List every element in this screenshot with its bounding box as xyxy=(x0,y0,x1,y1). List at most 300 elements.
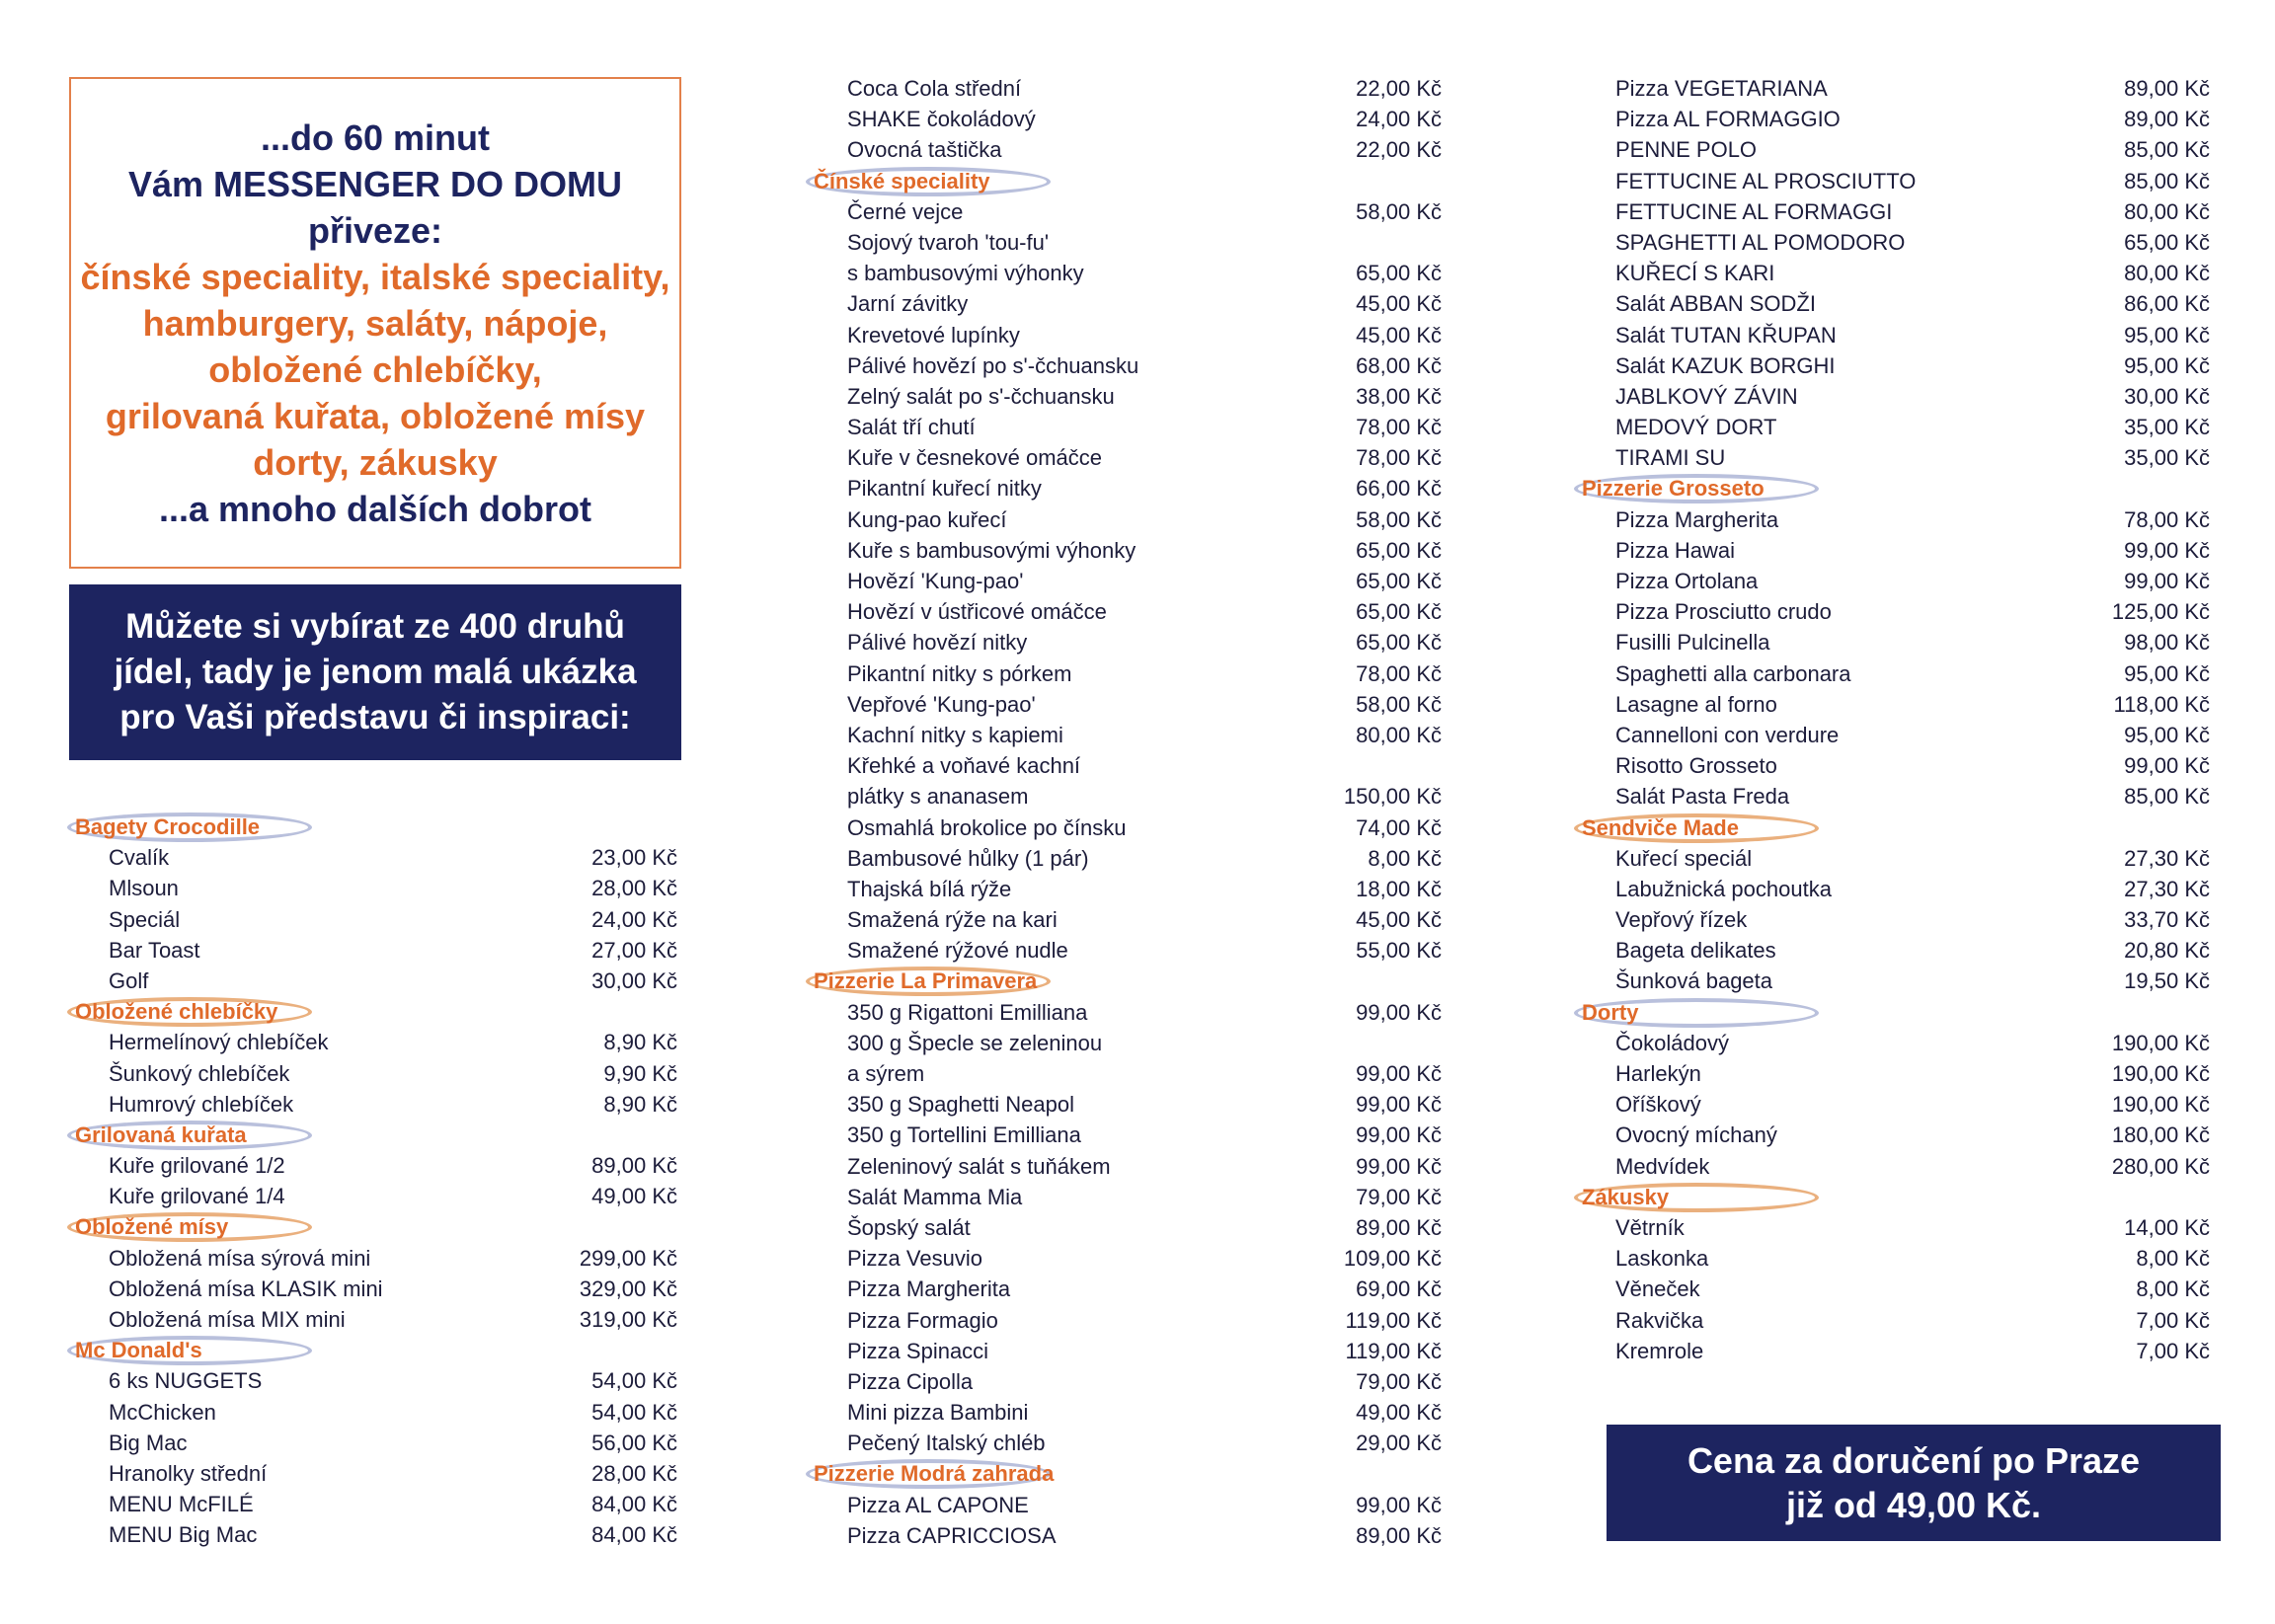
menu-item xyxy=(1578,134,2210,165)
delivery-line-2: již od 49,00 Kč. xyxy=(1785,1485,2042,1525)
menu-item-name: Sojový tvaroh 'tou-fu' xyxy=(847,229,1050,255)
menu-item-price: 35,00 Kč xyxy=(2124,415,2210,440)
menu-item-name: Smažené rýžové nudle xyxy=(847,938,1068,964)
menu-item-price: 95,00 Kč xyxy=(2124,722,2210,747)
menu-item-price: 99,00 Kč xyxy=(2124,569,2210,593)
menu-item-name: Čokoládový xyxy=(1615,1030,1729,1055)
menu-item-name: Obložená mísa MIX mini xyxy=(109,1307,346,1332)
menu-item-name: 6 ks NUGGETS xyxy=(109,1368,263,1394)
menu-item xyxy=(810,935,1442,966)
menu-item-price: 65,00 Kč xyxy=(1356,569,1442,593)
menu-item-price: 84,00 Kč xyxy=(591,1492,677,1517)
menu-item-name: Větrník xyxy=(1615,1214,1685,1240)
menu-item-price: 7,00 Kč xyxy=(2136,1338,2210,1363)
menu-item-price: 8,00 Kč xyxy=(1368,845,1442,871)
menu-item xyxy=(1578,442,2210,473)
menu-item-price: 45,00 Kč xyxy=(1356,322,1442,348)
menu-item xyxy=(810,1274,1442,1304)
menu-item-name: Risotto Grosseto xyxy=(1615,753,1777,779)
menu-item xyxy=(810,843,1442,874)
menu-item-name: FETTUCINE AL PROSCIUTTO xyxy=(1615,168,1917,193)
menu-item-name: 350 g Rigattoni Emilliana xyxy=(847,999,1088,1025)
menu-item xyxy=(1578,627,2210,657)
menu-item-name: Pizza Vesuvio xyxy=(847,1246,982,1272)
menu-item xyxy=(810,412,1442,442)
menu-item-price: 24,00 Kč xyxy=(1356,107,1442,132)
menu-item-price: 58,00 Kč xyxy=(1356,691,1442,717)
menu-item-price: 74,00 Kč xyxy=(1356,814,1442,840)
menu-item-price: 24,00 Kč xyxy=(591,906,677,932)
menu-item-name: MENU Big Mac xyxy=(109,1522,258,1548)
menu-item-price: 18,00 Kč xyxy=(1356,876,1442,901)
menu-item-price: 35,00 Kč xyxy=(2124,445,2210,471)
menu-item-price: 89,00 Kč xyxy=(1356,1522,1442,1548)
menu-item-price: 85,00 Kč xyxy=(2124,784,2210,810)
menu-item xyxy=(71,1058,677,1089)
menu-item-name: Kremrole xyxy=(1615,1338,1704,1363)
menu-item-price: 99,00 Kč xyxy=(1356,1092,1442,1118)
menu-item xyxy=(1578,258,2210,288)
menu-item xyxy=(1578,535,2210,566)
menu-item xyxy=(1578,1028,2210,1058)
menu-item-name: Salát Pasta Freda xyxy=(1615,784,1790,810)
menu-item-name: Vepřové 'Kung-pao' xyxy=(847,691,1036,717)
menu-item-price: 99,00 Kč xyxy=(1356,1153,1442,1179)
menu-item-price: 99,00 Kč xyxy=(2124,753,2210,779)
menu-item xyxy=(810,1366,1442,1397)
menu-item-name: Coca Cola střední xyxy=(847,76,1022,101)
menu-item xyxy=(71,873,677,903)
menu-item xyxy=(1578,350,2210,381)
menu-item xyxy=(1578,1336,2210,1366)
menu-item-name: Cannelloni con verdure xyxy=(1615,722,1840,747)
promo-line-6: obložené chlebíčky, xyxy=(208,349,542,390)
menu-item xyxy=(810,1028,1442,1058)
delivery-price-box xyxy=(1607,1425,2221,1541)
menu-item-price: 56,00 Kč xyxy=(591,1430,677,1455)
menu-item xyxy=(810,689,1442,720)
menu-item xyxy=(1578,166,2210,196)
menu-item-name: Pizza Spinacci xyxy=(847,1338,989,1363)
menu-item-name: Bageta delikates xyxy=(1615,938,1776,964)
menu-item-name: Zelný salát po s'-čchuansku xyxy=(847,383,1115,409)
menu-item-price: 27,00 Kč xyxy=(591,937,677,963)
menu-item xyxy=(810,566,1442,596)
menu-item-price: 180,00 Kč xyxy=(2111,1122,2210,1148)
menu-item xyxy=(1578,288,2210,319)
menu-item-name: Pálivé hovězí po s'-čchuansku xyxy=(847,352,1139,378)
section-heading-text: Obložené chlebíčky xyxy=(75,999,278,1025)
menu-item xyxy=(810,134,1442,165)
menu-item-name: 350 g Spaghetti Neapol xyxy=(847,1092,1074,1118)
menu-item-name: Rakvička xyxy=(1615,1307,1704,1333)
section-heading-text: Dorty xyxy=(1582,999,1639,1025)
menu-item-name: Pizza Margherita xyxy=(847,1276,1011,1302)
section-heading-text: Pizzerie Modrá zahrada xyxy=(814,1461,1055,1487)
menu-item-price: 27,30 Kč xyxy=(2124,876,2210,901)
menu-item-price: 119,00 Kč xyxy=(1345,1307,1442,1333)
menu-item-price: 86,00 Kč xyxy=(2124,291,2210,317)
menu-item xyxy=(1578,750,2210,781)
menu-item-name: Hermelínový chlebíček xyxy=(109,1030,329,1055)
menu-item xyxy=(1578,781,2210,812)
menu-item-price: 89,00 Kč xyxy=(591,1153,677,1179)
menu-column-2 xyxy=(810,73,1442,1551)
menu-item xyxy=(810,812,1442,843)
menu-item-price: 22,00 Kč xyxy=(1356,137,1442,163)
menu-item-name: Jarní závitky xyxy=(847,291,969,317)
menu-item xyxy=(1578,658,2210,689)
menu-item xyxy=(1578,689,2210,720)
menu-item xyxy=(71,1181,677,1211)
menu-item-price: 80,00 Kč xyxy=(2124,198,2210,224)
menu-item-price: 33,70 Kč xyxy=(2124,907,2210,933)
choice-box xyxy=(69,584,681,760)
menu-item xyxy=(810,504,1442,535)
menu-item-price: 85,00 Kč xyxy=(2124,137,2210,163)
menu-item-price: 38,00 Kč xyxy=(1356,383,1442,409)
menu-item-name: Pizza Margherita xyxy=(1615,506,1779,532)
menu-item-price: 29,00 Kč xyxy=(1356,1431,1442,1456)
menu-item-name: Hovězí v ústřicové omáčce xyxy=(847,599,1107,625)
menu-item-name: Harlekýn xyxy=(1615,1061,1701,1086)
menu-item xyxy=(810,104,1442,134)
menu-item xyxy=(810,1243,1442,1274)
menu-item-price: 45,00 Kč xyxy=(1356,907,1442,933)
menu-item xyxy=(1578,1151,2210,1182)
menu-item-name: Hovězí 'Kung-pao' xyxy=(847,569,1024,593)
menu-item-price: 69,00 Kč xyxy=(1356,1276,1442,1302)
menu-item xyxy=(1578,1120,2210,1150)
menu-item xyxy=(71,1519,677,1550)
menu-item-name: 300 g Špecle se zeleninou xyxy=(847,1030,1103,1055)
menu-item-name: Černé vejce xyxy=(847,198,964,224)
menu-item-name: Ovocný míchaný xyxy=(1615,1122,1777,1148)
menu-item xyxy=(810,627,1442,657)
menu-item-price: 8,90 Kč xyxy=(603,1030,677,1055)
menu-item xyxy=(1578,504,2210,535)
menu-item-name: Thajská bílá rýže xyxy=(847,876,1012,901)
menu-item xyxy=(71,1365,677,1396)
menu-item-price: 98,00 Kč xyxy=(2124,630,2210,656)
menu-item-price: 89,00 Kč xyxy=(1356,1214,1442,1240)
menu-item-price: 95,00 Kč xyxy=(2124,352,2210,378)
menu-item xyxy=(810,1305,1442,1336)
menu-item-name: Věneček xyxy=(1615,1276,1700,1302)
menu-item xyxy=(1578,320,2210,350)
menu-item xyxy=(810,442,1442,473)
menu-item-name: Bar Toast xyxy=(109,937,200,963)
menu-item xyxy=(71,1274,677,1304)
menu-item-name: Oříškový xyxy=(1615,1092,1701,1118)
menu-item xyxy=(810,196,1442,227)
menu-item-name: Pizza Formagio xyxy=(847,1307,998,1333)
section-heading xyxy=(71,1335,677,1365)
menu-item-name: Pikantní kuřecí nitky xyxy=(847,476,1042,502)
menu-item-name: Kung-pao kuřecí xyxy=(847,506,1007,532)
menu-item-price: 65,00 Kč xyxy=(1356,630,1442,656)
menu-item xyxy=(810,658,1442,689)
menu-item-price: 58,00 Kč xyxy=(1356,198,1442,224)
menu-item-name: SPAGHETTI AL POMODORO xyxy=(1615,229,1906,255)
menu-item-price: 78,00 Kč xyxy=(1356,415,1442,440)
menu-item-price: 190,00 Kč xyxy=(2111,1061,2210,1086)
menu-item-price: 99,00 Kč xyxy=(1356,999,1442,1025)
menu-item-name: Medvídek xyxy=(1615,1153,1710,1179)
menu-item-name: MENU McFILÉ xyxy=(109,1492,254,1517)
section-heading xyxy=(1578,997,2210,1028)
section-heading-text: Zákusky xyxy=(1582,1184,1670,1209)
menu-item-name: Speciál xyxy=(109,906,181,932)
menu-item-price: 55,00 Kč xyxy=(1356,938,1442,964)
menu-item-name: Smažená rýže na kari xyxy=(847,907,1058,933)
menu-item xyxy=(1578,904,2210,935)
menu-item xyxy=(810,381,1442,412)
menu-item-price: 329,00 Kč xyxy=(579,1276,677,1301)
menu-item-name: Pizza AL FORMAGGIO xyxy=(1615,107,1841,132)
promo-line-3: přiveze: xyxy=(307,210,443,251)
menu-item-name: Krevetové lupínky xyxy=(847,322,1020,348)
section-heading-text: Sendviče Made xyxy=(1582,814,1739,840)
menu-item-name: Obložená mísa KLASIK mini xyxy=(109,1276,383,1301)
menu-item-price: 54,00 Kč xyxy=(591,1399,677,1425)
menu-item-price: 30,00 Kč xyxy=(591,967,677,993)
menu-item xyxy=(810,997,1442,1028)
menu-item-price: 125,00 Kč xyxy=(2111,599,2210,625)
menu-item-price: 99,00 Kč xyxy=(1356,1061,1442,1086)
menu-item xyxy=(1578,596,2210,627)
menu-item xyxy=(810,258,1442,288)
menu-item xyxy=(810,227,1442,258)
menu-item-name: JABLKOVÝ ZÁVIN xyxy=(1615,383,1798,409)
menu-item xyxy=(810,535,1442,566)
menu-item-name: MEDOVÝ DORT xyxy=(1615,415,1777,440)
menu-item-name: Šunková bageta xyxy=(1615,968,1773,994)
menu-item xyxy=(810,720,1442,750)
menu-item xyxy=(1578,381,2210,412)
choice-line-3: pro Vaši představu či inspiraci: xyxy=(119,698,631,736)
menu-item-price: 8,00 Kč xyxy=(2136,1246,2210,1272)
menu-item-price: 319,00 Kč xyxy=(579,1307,677,1332)
menu-item xyxy=(810,904,1442,935)
menu-item-price: 80,00 Kč xyxy=(1356,722,1442,747)
menu-item-name: Pikantní nitky s pórkem xyxy=(847,660,1072,686)
menu-item xyxy=(810,350,1442,381)
menu-item-price: 8,90 Kč xyxy=(603,1091,677,1117)
menu-item xyxy=(71,1089,677,1120)
menu-item-name: Kachní nitky s kapiemi xyxy=(847,722,1063,747)
promo-line-2: Vám MESSENGER DO DOMU xyxy=(127,164,623,204)
menu-item-name: Fusilli Pulcinella xyxy=(1615,630,1770,656)
promo-line-1: ...do 60 minut xyxy=(260,117,490,158)
menu-item-name: s bambusovými výhonky xyxy=(847,261,1084,286)
menu-item-name: TIRAMI SU xyxy=(1615,445,1726,471)
menu-item xyxy=(810,781,1442,812)
menu-item xyxy=(71,1458,677,1489)
menu-item xyxy=(810,1058,1442,1089)
section-heading xyxy=(1578,1182,2210,1212)
menu-item-name: Zeleninový salát s tuňákem xyxy=(847,1153,1111,1179)
menu-item-name: KUŘECÍ S KARI xyxy=(1615,261,1775,286)
menu-item xyxy=(1578,1212,2210,1243)
menu-item-name: Obložená mísa sýrová mini xyxy=(109,1245,371,1271)
menu-item xyxy=(1578,1274,2210,1304)
menu-item-price: 280,00 Kč xyxy=(2111,1153,2210,1179)
menu-item-price: 99,00 Kč xyxy=(1356,1122,1442,1148)
menu-item-name: PENNE POLO xyxy=(1615,137,1758,163)
menu-item-name: Pečený Italský chléb xyxy=(847,1431,1046,1456)
promo-line-4: čínské speciality, italské speciality, xyxy=(80,257,670,297)
menu-item xyxy=(810,596,1442,627)
menu-item xyxy=(810,1336,1442,1366)
menu-item-name: Pizza Cipolla xyxy=(847,1368,974,1394)
menu-item-price: 95,00 Kč xyxy=(2124,322,2210,348)
menu-item-price: 30,00 Kč xyxy=(2124,383,2210,409)
menu-item xyxy=(1578,1089,2210,1120)
menu-item-price: 89,00 Kč xyxy=(2124,107,2210,132)
menu-item-name: Big Mac xyxy=(109,1430,188,1455)
menu-item-price: 7,00 Kč xyxy=(2136,1307,2210,1333)
menu-item-price: 19,50 Kč xyxy=(2124,968,2210,994)
menu-item xyxy=(1578,104,2210,134)
menu-item-price: 118,00 Kč xyxy=(2113,691,2210,717)
menu-item xyxy=(1578,874,2210,904)
menu-item xyxy=(810,73,1442,104)
promo-line-7: grilovaná kuřata, obložené mísy xyxy=(105,396,646,436)
choice-line-2: jídel, tady je jenom malá ukázka xyxy=(114,653,637,691)
section-heading xyxy=(810,966,1442,996)
section-heading xyxy=(1578,812,2210,843)
menu-item xyxy=(71,1397,677,1428)
menu-item-name: Šopský salát xyxy=(847,1214,971,1240)
menu-item-name: Humrový chlebíček xyxy=(109,1091,294,1117)
menu-item xyxy=(1578,1243,2210,1274)
menu-item-name: Vepřový řízek xyxy=(1615,907,1748,933)
menu-item-price: 28,00 Kč xyxy=(591,876,677,901)
menu-item xyxy=(1578,227,2210,258)
section-heading-text: Pizzerie Grosseto xyxy=(1582,476,1765,502)
menu-column-3 xyxy=(1578,73,2210,1366)
menu-item-name: Mini pizza Bambini xyxy=(847,1400,1029,1426)
menu-item xyxy=(71,935,677,966)
menu-item-name: Pizza Hawai xyxy=(1615,537,1736,563)
promo-box xyxy=(69,77,681,569)
menu-item-name: Pálivé hovězí nitky xyxy=(847,630,1028,656)
menu-item xyxy=(71,842,677,873)
menu-item-name: Salát TUTAN KŘUPAN xyxy=(1615,322,1837,348)
menu-item-name: FETTUCINE AL FORMAGGI xyxy=(1615,198,1893,224)
menu-item xyxy=(71,1304,677,1335)
menu-item-name: Pizza CAPRICCIOSA xyxy=(847,1522,1057,1548)
menu-item xyxy=(810,874,1442,904)
menu-item-name: SHAKE čokoládový xyxy=(847,107,1036,132)
menu-item xyxy=(810,1212,1442,1243)
menu-item-name: a sýrem xyxy=(847,1061,925,1086)
menu-item xyxy=(810,288,1442,319)
menu-item-name: Salát tří chutí xyxy=(847,415,976,440)
menu-item xyxy=(1578,720,2210,750)
menu-item-price: 190,00 Kč xyxy=(2111,1030,2210,1055)
menu-item xyxy=(1578,843,2210,874)
menu-item xyxy=(71,904,677,935)
menu-item-name: Pizza Ortolana xyxy=(1615,569,1759,593)
menu-item-price: 119,00 Kč xyxy=(1345,1338,1442,1363)
menu-item-price: 99,00 Kč xyxy=(2124,537,2210,563)
menu-item-price: 22,00 Kč xyxy=(1356,76,1442,101)
menu-item-name: Šunkový chlebíček xyxy=(109,1060,290,1086)
menu-item-price: 66,00 Kč xyxy=(1356,476,1442,502)
menu-item xyxy=(1578,73,2210,104)
menu-item-name: Kuře s bambusovými výhonky xyxy=(847,537,1137,563)
menu-item xyxy=(1578,1058,2210,1089)
menu-item-name: Hranolky střední xyxy=(109,1460,268,1486)
section-heading xyxy=(71,812,677,842)
menu-item xyxy=(810,1151,1442,1182)
section-heading xyxy=(71,1211,677,1242)
menu-item xyxy=(1578,966,2210,996)
section-heading-text: Čínské speciality xyxy=(814,168,990,193)
section-heading xyxy=(810,1458,1442,1489)
menu-item-name: Cvalík xyxy=(109,845,170,871)
menu-item xyxy=(1578,196,2210,227)
menu-item xyxy=(71,1428,677,1458)
menu-item-name: Mlsoun xyxy=(109,876,179,901)
menu-item-price: 49,00 Kč xyxy=(1356,1400,1442,1426)
menu-item xyxy=(810,1520,1442,1551)
menu-item xyxy=(1578,566,2210,596)
menu-item-price: 9,90 Kč xyxy=(603,1060,677,1086)
menu-item xyxy=(71,1243,677,1274)
menu-item-price: 65,00 Kč xyxy=(2124,229,2210,255)
menu-item-name: Salát KAZUK BORGHI xyxy=(1615,352,1836,378)
menu-item-price: 78,00 Kč xyxy=(2124,506,2210,532)
section-heading-text: Bagety Crocodille xyxy=(75,814,261,839)
menu-item-price: 99,00 Kč xyxy=(1356,1492,1442,1517)
menu-item-name: Ovocná taštička xyxy=(847,137,1002,163)
menu-item-price: 95,00 Kč xyxy=(2124,660,2210,686)
menu-item-name: plátky s ananasem xyxy=(847,784,1029,810)
menu-item-name: Lasagne al forno xyxy=(1615,691,1777,717)
menu-item xyxy=(71,1027,677,1057)
menu-item-name: Golf xyxy=(109,967,149,993)
promo-line-8: dorty, zákusky xyxy=(253,442,498,483)
promo-line-9: ...a mnoho dalších dobrot xyxy=(158,489,591,529)
menu-item-price: 190,00 Kč xyxy=(2111,1092,2210,1118)
menu-item-price: 68,00 Kč xyxy=(1356,352,1442,378)
menu-item-name: Kuře grilované 1/2 xyxy=(109,1153,285,1179)
menu-item-price: 20,80 Kč xyxy=(2124,938,2210,964)
menu-item-name: Kuřecí speciál xyxy=(1615,845,1753,871)
menu-item-price: 79,00 Kč xyxy=(1356,1368,1442,1394)
menu-item xyxy=(810,1428,1442,1458)
menu-item xyxy=(1578,935,2210,966)
section-heading xyxy=(71,1120,677,1150)
menu-item-price: 14,00 Kč xyxy=(2124,1214,2210,1240)
menu-item-name: McChicken xyxy=(109,1399,216,1425)
menu-item xyxy=(810,750,1442,781)
menu-item xyxy=(810,320,1442,350)
section-heading-text: Obložené mísy xyxy=(75,1214,229,1240)
menu-item-name: Pizza VEGETARIANA xyxy=(1615,76,1828,101)
menu-item-price: 84,00 Kč xyxy=(591,1522,677,1548)
menu-item-price: 54,00 Kč xyxy=(591,1368,677,1394)
menu-item-name: Pizza AL CAPONE xyxy=(847,1492,1029,1517)
menu-item xyxy=(810,1397,1442,1428)
menu-item-price: 58,00 Kč xyxy=(1356,506,1442,532)
menu-item xyxy=(71,1489,677,1519)
menu-item-price: 49,00 Kč xyxy=(591,1184,677,1209)
section-heading-text: Grilovaná kuřata xyxy=(75,1121,247,1147)
